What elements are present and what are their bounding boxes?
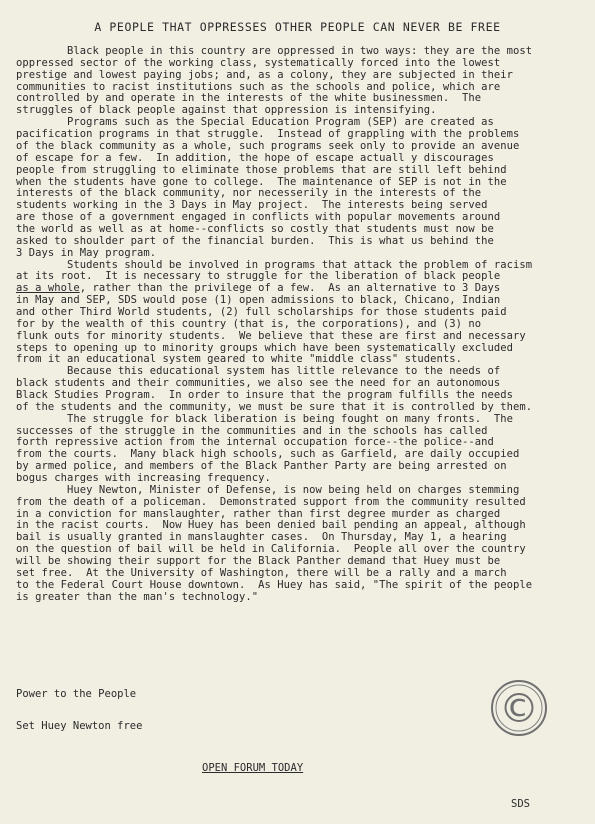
text-line (16, 141, 519, 152)
line-text: for by the wealth of this country (that is, the corporations), and (3) no (16, 317, 482, 330)
text-line (16, 236, 494, 247)
line-text: of the students and the community, we must be sure that it is controlled by them. (16, 400, 533, 413)
line-text: pacification programs in that struggle. Instead of grappling with the problems (16, 128, 520, 140)
line-text: by armed police, and members of the Black Panther Party are being arrested on (16, 460, 507, 473)
text-line (16, 497, 526, 508)
text-line (16, 58, 500, 69)
line-text: communities to racist institutions such as the schools and police, which are (16, 80, 501, 93)
line-text: in May and SEP, SDS would pose (1) open admissions to black, Chicano, Indian (16, 294, 501, 307)
text-line (16, 117, 494, 128)
text-line (16, 224, 494, 235)
text-line (16, 473, 271, 484)
line-text: bail is usually granted in manslaughter cases. On Thursday, May 1, a hearing (16, 531, 507, 544)
text-line (16, 366, 500, 377)
line-text: interests of the black community, nor necesserily in the interests of the (16, 187, 482, 200)
closing-free: Set Huey Newton free (16, 720, 143, 732)
text-line (16, 544, 526, 555)
text-line (16, 414, 513, 425)
text-line (16, 426, 488, 437)
line-text: from it an educational system geared to white "middle class" students. (16, 353, 463, 366)
text-line (16, 461, 507, 472)
text-line (16, 283, 500, 294)
line-text: , rather than the privilege of a few. As an alternative to 3 Days (79, 282, 501, 295)
line-text: is greater than the man's technology." (16, 590, 259, 603)
line-text: at its root. It is necessary to struggle for the liberation of black people (16, 270, 501, 283)
line-text: will be showing their support for the Black Panther demand that Huey must be (16, 555, 501, 567)
line-text: flunk outs for minority students. We believe that these are first and necessary (16, 329, 526, 342)
text-line (16, 200, 488, 211)
text-line (16, 390, 513, 401)
line-text: from the death of a policeman. Demonstrated support from the community resulted (16, 495, 526, 508)
line-text: The struggle for black liberation is being fought on many fronts. The (16, 412, 513, 425)
text-line (16, 449, 519, 460)
text-line (16, 509, 500, 520)
text-line (16, 402, 532, 413)
line-text: to the Federal Court House downtown. As Huey has said, "The spirit of the people (16, 578, 533, 591)
line-text: successes of the struggle in the communities and in the schools has called (16, 424, 488, 437)
line-text: in the racist courts. Now Huey has been denied bail pending an appeal, although (16, 519, 526, 532)
line-text: in a conviction for manslaughter, rather than first degree murder as charged (16, 507, 501, 520)
line-text: prestige and lowest paying jobs; and, as a colony, they are subjected in their (16, 68, 513, 81)
line-text: oppressed sector of the working class, systematically forced into the lowest (16, 56, 501, 69)
text-line (16, 568, 507, 579)
seal-glyph: © (499, 686, 539, 732)
line-text: steps to opening up to minority groups which have been systematically excluded (16, 341, 513, 354)
line-text: controlled by and operate in the interests of the white businessmen. The (16, 92, 482, 105)
closing-power: Power to the People (16, 688, 137, 700)
text-line (16, 354, 462, 365)
line-text: Black people in this country are oppressed in two ways: they are the most (16, 45, 533, 57)
text-line (16, 378, 500, 389)
text-line (16, 271, 500, 282)
line-text: people from struggling to eliminate those problems that are still left behind (16, 163, 507, 176)
line-text: bogus charges with increasing frequency. (16, 472, 271, 484)
text-line (16, 188, 481, 199)
line-text: on the question of bail will be held in California. People all over the country (16, 543, 526, 556)
text-line (16, 556, 500, 567)
line-text: are those of a government engaged in conflicts with popular movements around (16, 211, 501, 223)
text-line (16, 437, 494, 448)
text-line (16, 319, 481, 330)
text-line (16, 248, 156, 259)
line-text: the world as well as at home--conflicts so costly that students must now be (16, 222, 494, 235)
signature-sds: SDS (511, 798, 530, 810)
text-line (16, 532, 507, 543)
text-line (16, 295, 500, 306)
line-text: forth repressive action from the internal occupation force--the police--and (16, 436, 494, 449)
line-text: of the black community as a whole, such programs seek only to provide an avenue (16, 139, 520, 152)
text-line (16, 165, 507, 176)
line-text: asked to shoulder part of the financial burden. This is what us behind the (16, 234, 494, 247)
text-line (16, 592, 258, 603)
text-line (16, 343, 513, 354)
line-text: from the courts. Many black high schools, such as Garfield, are daily occupied (16, 448, 520, 461)
line-text: of escape for a few. In addition, the hope of escape actuall y discourages (16, 151, 494, 164)
line-text: struggles of black people against that oppression is intensifying. (16, 104, 437, 117)
line-text: 3 Days in May program. (16, 246, 157, 259)
text-line (16, 93, 481, 104)
text-line (16, 82, 500, 93)
line-text: students working in the 3 Days in May project. The interests being served (16, 199, 488, 212)
text-line (16, 105, 437, 116)
line-text: and other Third World students, (2) full scholarships for those students paid (16, 305, 507, 318)
underlined-phrase: as a whole (16, 282, 80, 295)
line-text: Huey Newton, Minister of Defense, is now being held on charges stemming (16, 483, 520, 496)
text-line (16, 212, 500, 223)
copyright-seal-icon (489, 678, 549, 738)
line-text: Because this educational system has little relevance to the needs of (16, 365, 501, 378)
text-line (16, 260, 532, 271)
line-text: set free. At the University of Washington, there will be a rally and a march (16, 566, 507, 579)
line-text: when the students have gone to college. The maintenance of SEP is not in the (16, 175, 507, 188)
text-line (16, 153, 494, 164)
text-line (16, 177, 507, 188)
text-line (16, 70, 513, 81)
text-line (16, 485, 519, 496)
open-forum-heading: OPEN FORUM TODAY (202, 762, 304, 774)
text-line (16, 129, 519, 140)
line-text: black students and their communities, we also see the need for an autonomous (16, 377, 501, 390)
line-text: Students should be involved in programs that attack the problem of racism (16, 258, 533, 271)
text-line (16, 307, 507, 318)
text-line (16, 46, 532, 57)
line-text: Black Studies Program. In order to insure that the program fulfills the needs (16, 388, 513, 401)
line-text: Programs such as the Special Education Program (SEP) are created as (16, 116, 494, 129)
page-title: A PEOPLE THAT OPPRESSES OTHER PEOPLE CAN NEVER BE FREE (94, 20, 501, 34)
text-line (16, 331, 526, 342)
text-line (16, 520, 526, 531)
text-line (16, 580, 532, 591)
